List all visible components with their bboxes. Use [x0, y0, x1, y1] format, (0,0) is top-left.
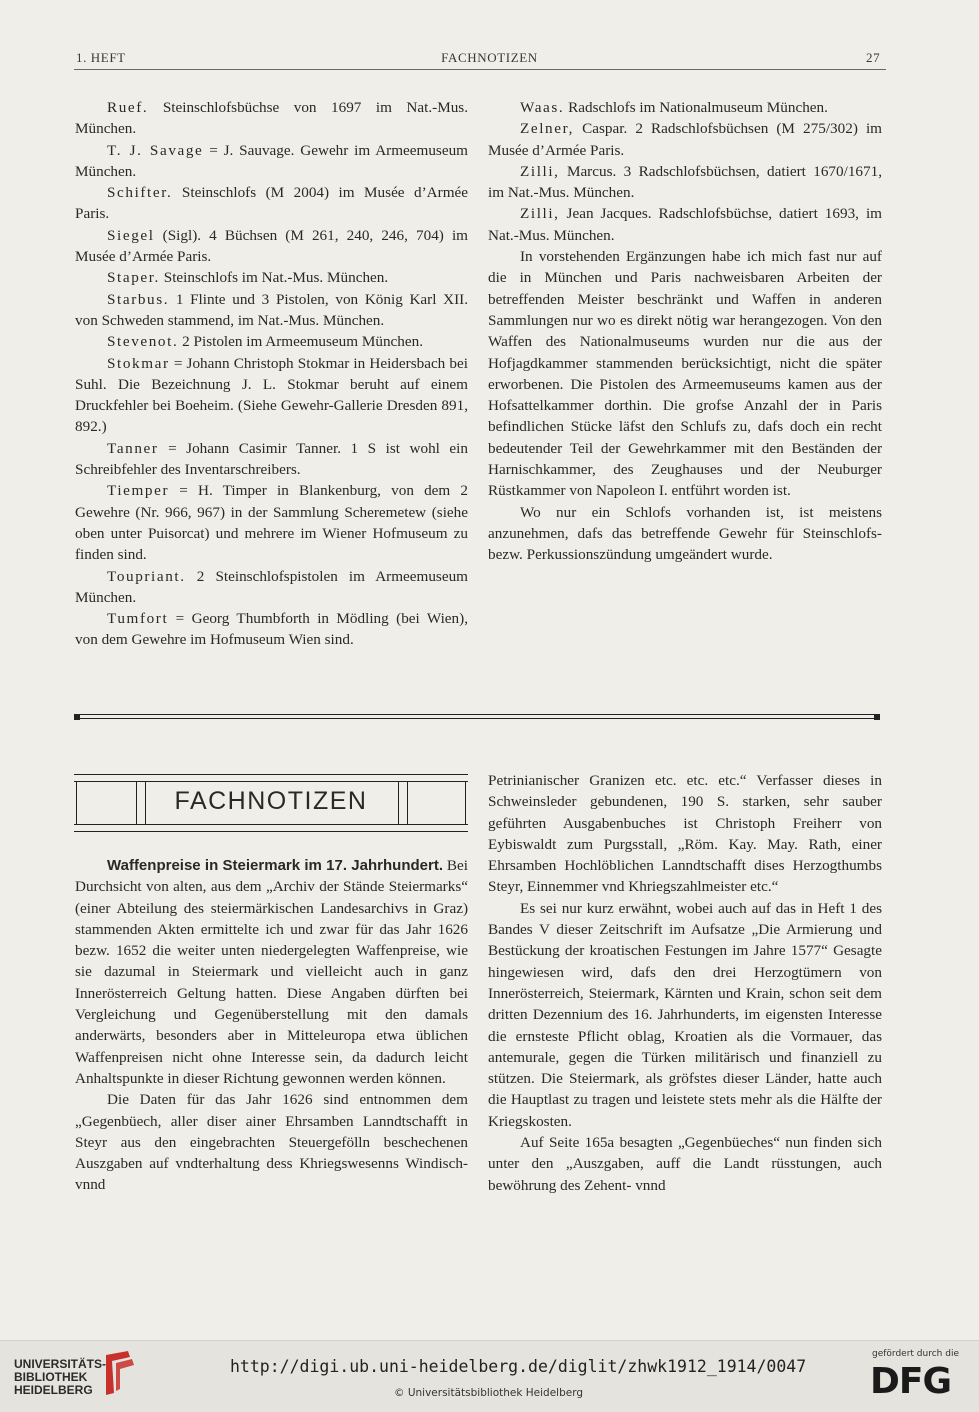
catalog-entry	[488, 203, 882, 246]
entry-text: (Sigl). 4 Büchsen (M 261, 240, 246, 704) im Musée d’Armée Paris.	[75, 226, 468, 266]
entry-text: 2 Steinschlofspistolen im Armeemuseum München.	[75, 567, 468, 606]
entry-text: = Georg Thumbforth in Mödling (bei Wien), von dem Gewehre im Hofmuseum Wien sind.	[75, 610, 468, 649]
entry-text: = J. Sauvage. Gewehr im Armeemuseum München.	[75, 141, 468, 180]
catalog-entry	[75, 566, 468, 609]
entry-keyword: Waas.	[520, 99, 565, 116]
catalog-entry	[75, 289, 468, 332]
article-paragraph: Petrinianischer Granizen etc. etc. etc.“ Verfasser dieses in Schweinsleder gebundenen, 190 S. starken, sehr sauber geführten Ausgabenbuches ist Christoph Freiherr von Eybiswaldt zum Purgsstall, „Röm. Kay. May. Rath, einer Ehrsamben Hochlöblichen Lanndtschafft dises Herzogthumbs Steyr, Einnemmer vnd Khriegszahlmeister etc.“	[488, 772, 882, 896]
article-heading: Waffenpreise in Steiermark im 17. Jahrhundert.	[107, 857, 443, 874]
article-left-column	[75, 855, 468, 1196]
entry-text: Jean Jacques. Radschlofsbüchse, datiert 1693, im Nat.-Mus. München.	[488, 205, 882, 244]
entry-text: = Johann Casimir Tanner. 1 S ist wohl ein Schreibfehler des Inventarschreibers.	[75, 439, 468, 479]
entry-text: Wo nur ein Schlofs vorhanden ist, ist meistens anzunehmen, dafs das betreffende Gewehr für Steinschlofs- bezw. Perkussionszündung umgeändert wurde.	[488, 503, 882, 564]
library-logo-text: UNIVERSITÄTS- BIBLIOTHEK HEIDELBERG	[14, 1357, 107, 1397]
entry-keyword: Tiemper	[107, 482, 170, 500]
header-rule	[74, 69, 886, 70]
catalog-entry	[75, 225, 468, 268]
catalog-entry	[75, 480, 468, 565]
article-right-column	[488, 770, 882, 1196]
entry-keyword: Tumfort	[107, 610, 169, 628]
entry-text: Steinschlofs (M 2004) im Musée d’Armée Paris.	[75, 184, 468, 223]
funding-note: gefördert durch die	[872, 1349, 959, 1359]
entry-keyword: Staper.	[107, 269, 160, 287]
running-head-left: 1. HEFT	[76, 50, 126, 65]
page-number: 27	[866, 50, 881, 65]
article-paragraph: Die Daten für das Jahr 1626 sind entnommen dem „Gegenbüech, aller diser ainer Ehrsamben Lanndtschafft in Steyr aus den eingebrachten Steuergefölln beschechenen Auszgaben auf vndterhaltung dess Khriegswesenns Windisch- vnnd	[75, 1091, 468, 1194]
catalog-entry	[75, 331, 468, 352]
entry-keyword: Zilli,	[520, 162, 560, 180]
entry-text: Steinschlofs im Nat.-Mus. München.	[159, 269, 389, 287]
article-paragraph: Auf Seite 165a besagten „Gegenbüeches“ nun finden sich unter den „Auszgaben, auff die Landt rüsstungen, auch bewöhrung des Zehent- vnnd	[488, 1134, 882, 1194]
catalog-entry	[488, 97, 882, 118]
article-paragraph: Bei Durchsicht von alten, aus dem „Archiv der Stände Steiermarks“ (einer Abteilung des steiermärkischen Landesarchivs in Graz) stammenden Akten ermittelte ich und zwar für das Jahr 1626 bezw. 1652 die weiter unten niedergelegten Waffenpreise, wie sie dazumal in Steiermark und vielleicht auch in ganz Innerösterreich Geltung hatten. Diese Angaben dürften bei Vergleichung und Gegenüberstellung mit den damals anderwärts, besonders aber in Mitteleuropa etwa üblichen Waffenpreisen nicht ohne Interesse sein, da dadurch leicht Anhaltspunkte in dieser Richtung gewonnen werden können.	[75, 857, 468, 1087]
catalog-entry	[75, 140, 468, 183]
catalog-entry	[488, 161, 882, 204]
entry-keyword: Schifter.	[107, 184, 173, 202]
catalog-entry	[75, 438, 468, 481]
entry-text: = H. Timper in Blankenburg, von dem 2 Gewehre (Nr. 966, 967) in der Sammlung Scheremetew (siehe oben unter Puisorcat) und mehrere im Wiener Hofmuseum zu finden sind.	[75, 482, 468, 564]
entries-left-column	[75, 97, 468, 651]
permalink-url[interactable]: http://digi.ub.uni-heidelberg.de/diglit/zhwk1912_1914/0047	[230, 1357, 807, 1376]
entry-keyword: Zilli,	[520, 205, 560, 223]
catalog-entry	[75, 353, 468, 438]
copyright-notice: © Universitätsbibliothek Heidelberg	[394, 1387, 584, 1399]
entry-text: Caspar. 2 Radschlofsbüchsen (M 275/302) im Musée d’Armée Paris.	[488, 120, 882, 159]
running-head-title: FACHNOTIZEN	[441, 50, 538, 65]
entry-text: In vorstehenden Ergänzungen habe ich mich fast nur auf die in München und Paris nachweisbaren Arbeiten der betreffenden Meister beschränkt und Waffen in anderen Sammlungen nur wo es direkt nötig war herangezogen. Von den Waffen des Nationalmuseums wurden nur die aus der Hofjagdkammer stammenden berücksichtigt, nicht die später erworbenen. Die Pistolen des Armeemuseums kamen aus der Hofsattelkammer dorthin. Die grofse Anzahl der in Paris befindlichen Stücke läfst den Schlufs zu, dafs doch ein recht bedeutender Teil der Gewehrkammer mit den Beständen der Harnischkammer, des Zeughauses und der Neuburger Rüstkammer von Napoleon I. entführt worden ist.	[488, 248, 882, 500]
library-logo-icon	[98, 1349, 138, 1397]
entry-text: 1 Flinte und 3 Pistolen, von König Karl XII. von Schweden stammend, im Nat.-Mus. München.	[75, 290, 468, 329]
entries-right-column	[488, 97, 882, 566]
dfg-logo: DFG	[870, 1361, 952, 1402]
entry-keyword: Toupriant.	[107, 567, 186, 585]
article-paragraph: Es sei nur kurz erwähnt, wobei auch auf das in Heft 1 des Bandes V dieser Zeitschrift im Aufsatze „Die Armierung und Bestückung der kroatischen Festungen im Jahre 1577“ Gesagte hingewiesen wird, dafs den drei Herzogtümern von Innerösterreich, Steiermark, Kärnten und Krain, schon seit dem dritten Dezennium des 16. Jahrhunderts, im eigensten Interesse die ernsteste Pflicht oblag, Kroatien als die Vormauer, das antemurale, gegen die Türken militärisch und finanziell zu stützen. Die Steiermark, als gröfstes dieser Länder, hatte auch die Hauptlast zu tragen und leistete stets mehr als die Hälfte der Kriegskosten.	[488, 899, 882, 1130]
digitization-footer	[0, 1340, 979, 1412]
catalog-entry	[488, 118, 882, 161]
catalog-entry	[75, 182, 468, 225]
entry-keyword: Ruef.	[107, 99, 149, 116]
catalog-entry	[488, 246, 882, 502]
entry-keyword: T. J. Savage	[107, 141, 204, 159]
entry-text: Radschlofs im Nationalmuseum München.	[564, 99, 828, 116]
entry-keyword: Stevenot.	[107, 333, 179, 351]
entry-text: 2 Pistolen im Armeemuseum München.	[178, 333, 424, 351]
entry-text: Marcus. 3 Radschlofsbüchsen, datiert 1670/1671, im Nat.-Mus. München.	[488, 162, 882, 202]
entry-text: = Johann Christoph Stokmar in Heidersbach bei Suhl. Die Bezeichnung J. L. Stokmar beruht auf einem Druckfehler bei Boeheim. (Siehe Gewehr-Gallerie Dresden 891, 892.)	[75, 354, 468, 436]
entry-keyword: Starbus.	[107, 290, 170, 308]
catalog-entry	[75, 608, 468, 651]
catalog-entry	[75, 97, 468, 140]
section-divider	[74, 713, 880, 723]
catalog-entry	[488, 502, 882, 566]
section-title: FACHNOTIZEN	[174, 787, 368, 815]
entry-keyword: Stokmar	[107, 354, 170, 372]
entry-text: Steinschlofsbüchse von 1697 im Nat.-Mus. München.	[75, 99, 468, 138]
entry-keyword: Tanner	[107, 439, 159, 457]
entry-keyword: Zelner,	[520, 120, 575, 138]
entry-keyword: Siegel	[107, 226, 155, 244]
section-title-box	[74, 774, 468, 832]
catalog-entry	[75, 267, 468, 288]
